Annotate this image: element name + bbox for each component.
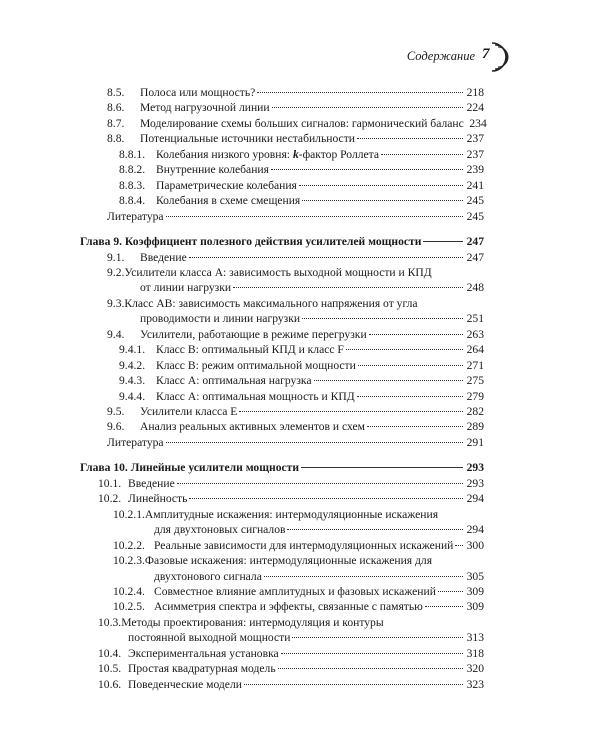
toc-page-number: 248 bbox=[466, 281, 484, 295]
toc-item-title: Усилители класса Е bbox=[140, 405, 238, 418]
toc-item-number: 9.3. bbox=[107, 296, 125, 310]
toc-leader-line bbox=[166, 216, 463, 217]
toc-leader-line bbox=[257, 92, 463, 93]
toc-item-title: Класс А: оптимальная нагрузка bbox=[156, 374, 312, 388]
toc-item-number: 8.5. bbox=[107, 86, 125, 99]
toc-item-title: Простая квадратурная модель bbox=[128, 662, 276, 676]
toc-page-number: 245 bbox=[466, 209, 484, 223]
toc-item-title: Класс В: режим оптимальной мощности bbox=[156, 358, 356, 372]
toc-item-title: Фазовые искажения: интермодуляционные искажения для bbox=[144, 554, 433, 567]
toc-page-number: 218 bbox=[466, 86, 484, 99]
toc-leader-line bbox=[314, 380, 463, 381]
toc-item-title: Амплитудные искажения: интермодуляционные искажения bbox=[144, 507, 439, 521]
toc-page-number: 247 bbox=[466, 250, 484, 264]
toc-page-number: 282 bbox=[466, 405, 484, 418]
toc-page-number: 234 bbox=[469, 116, 487, 130]
toc-item-title: Моделирование схемы больших сигналов: гармонический баланс bbox=[140, 116, 464, 130]
toc-page-number: 294 bbox=[466, 523, 484, 537]
toc-item-number: 9.6. bbox=[107, 420, 125, 434]
toc-page-number: 305 bbox=[466, 569, 484, 583]
toc-leader-line bbox=[239, 411, 463, 412]
toc-item-number: 10.3. bbox=[98, 615, 122, 629]
toc-item-number: 10.2.2. bbox=[113, 538, 145, 552]
rollett-k-symbol: k bbox=[292, 147, 299, 161]
toc-page-number: 294 bbox=[466, 492, 484, 506]
toc-leader-line bbox=[264, 576, 463, 577]
toc-page-number: 245 bbox=[466, 194, 484, 208]
toc-leader-line bbox=[381, 154, 463, 155]
toc-leader-line bbox=[369, 334, 463, 335]
running-title: Содержание bbox=[406, 49, 475, 63]
toc-leader-line bbox=[346, 349, 463, 350]
toc-item-title: Класс В: оптимальный КПД и класс F bbox=[156, 343, 344, 357]
toc-item-title: Колебания низкого уровня: k-фактор Роллета bbox=[156, 147, 380, 161]
toc-page-number: 275 bbox=[466, 374, 484, 388]
toc-page-number: 323 bbox=[466, 677, 484, 691]
toc-item-number: 8.8. bbox=[107, 132, 125, 146]
toc-item-number: 8.6. bbox=[107, 101, 125, 115]
toc-page-number: 309 bbox=[466, 600, 484, 614]
toc-leader-line bbox=[425, 606, 463, 607]
toc-item-title: Реальные зависимости для интермодуляционных искажений bbox=[154, 538, 454, 552]
toc-item-number: 10.6. bbox=[98, 677, 122, 691]
toc-page-number: 251 bbox=[466, 312, 484, 326]
toc-item-title: Поведенческие модели bbox=[128, 677, 242, 691]
toc-item-number: 8.7. bbox=[107, 116, 125, 130]
toc-item-title: Класс АВ: зависимость максимального напряжения от угла bbox=[124, 296, 418, 310]
toc-item-number: 9.4.4. bbox=[119, 389, 146, 403]
toc-item-number: 9.2. bbox=[107, 265, 125, 279]
toc-leader-line bbox=[177, 483, 463, 484]
toc-item-title: для двухтоновых сигналов bbox=[154, 523, 286, 537]
toc-leader-line bbox=[357, 396, 463, 397]
toc-leader-line bbox=[233, 287, 463, 288]
toc-item-title: Введение bbox=[128, 476, 175, 490]
toc-item-number: 10.5. bbox=[98, 662, 122, 676]
toc-page-number: 313 bbox=[466, 631, 484, 645]
toc-item-number: 10.1. bbox=[98, 476, 122, 490]
toc-leader-line bbox=[281, 653, 463, 654]
toc-item-number: 9.4.3. bbox=[119, 374, 146, 388]
toc-leader-line bbox=[438, 591, 463, 592]
toc-item-title: Литература bbox=[107, 209, 164, 223]
toc-page-number: 241 bbox=[466, 178, 484, 192]
toc-leader-line bbox=[302, 200, 463, 201]
toc-leader-line bbox=[166, 442, 463, 443]
toc-item-title: Полоса или мощность? bbox=[140, 86, 256, 99]
toc-item-number: 10.2.1. bbox=[113, 507, 145, 521]
toc-page-number: 300 bbox=[466, 538, 484, 552]
toc-leader-line bbox=[358, 365, 463, 366]
toc-leader-line bbox=[272, 107, 463, 108]
toc-leader-line bbox=[423, 241, 463, 242]
toc-item-title: Внутренние колебания bbox=[156, 163, 269, 177]
toc-chapter-title: Глава 10. Линейные усилители мощности bbox=[80, 461, 300, 475]
toc-leader-line bbox=[271, 169, 463, 170]
toc-leader-line bbox=[455, 545, 463, 546]
toc-page-number: 264 bbox=[466, 343, 484, 357]
toc-leader-line bbox=[278, 668, 463, 669]
toc-item-number: 10.2.4. bbox=[113, 584, 145, 598]
toc-page-number: 247 bbox=[466, 235, 484, 249]
toc-page-number: 320 bbox=[466, 662, 484, 676]
toc-item-number: 10.2.3. bbox=[113, 554, 145, 567]
toc-item-number: 9.1. bbox=[107, 250, 125, 264]
toc-item-title: Литература bbox=[107, 435, 164, 449]
toc-item-title: Усилители класса А: зависимость выходной мощности и КПД bbox=[124, 265, 432, 279]
toc-item-title: Метод нагрузочной линии bbox=[140, 101, 270, 115]
toc-item-title: от линии нагрузки bbox=[140, 281, 232, 295]
toc-item-title: проводимости и линии нагрузки bbox=[140, 312, 301, 326]
toc-leader-line bbox=[357, 138, 463, 139]
toc-chapter-title: Глава 9. Коэффициент полезного действия усилителей мощности bbox=[80, 235, 422, 249]
toc-page-number: 293 bbox=[466, 461, 484, 475]
toc-item-number: 8.8.1. bbox=[119, 147, 146, 161]
toc-page-number: 293 bbox=[466, 476, 484, 490]
toc-page-number: 263 bbox=[466, 327, 484, 341]
toc-leader-line bbox=[292, 637, 463, 638]
toc-item-number: 10.4. bbox=[98, 646, 122, 660]
toc-item-title: постоянной выходной мощности bbox=[128, 631, 291, 645]
toc-item-number: 9.4.1. bbox=[119, 343, 146, 357]
toc-page-number: 291 bbox=[466, 435, 484, 449]
toc-page-number: 237 bbox=[466, 132, 484, 146]
toc-item-title: Колебания в схеме смещения bbox=[156, 194, 301, 208]
toc-item-number: 9.5. bbox=[107, 405, 125, 418]
toc-item-number: 8.8.4. bbox=[119, 194, 146, 208]
toc-item-title: Анализ реальных активных элементов и схем bbox=[140, 420, 366, 434]
toc-leader-line bbox=[244, 684, 463, 685]
toc-leader-line bbox=[301, 467, 463, 468]
toc-page-number: 309 bbox=[466, 584, 484, 598]
toc-item-title: Введение bbox=[140, 250, 187, 264]
page-number: 7 bbox=[482, 46, 490, 62]
toc-item-number: 9.4. bbox=[107, 327, 125, 341]
toc-page-number: 289 bbox=[466, 420, 484, 434]
toc-page-number: 224 bbox=[466, 101, 484, 115]
toc-item-title: Методы проектирования: интермодуляция и контуры bbox=[121, 615, 384, 629]
toc-item-title: Экспериментальная установка bbox=[128, 646, 279, 660]
toc-page-number: 271 bbox=[466, 358, 484, 372]
toc-item-title: Параметрические колебания bbox=[156, 178, 297, 192]
toc-item-number: 9.4.2. bbox=[119, 358, 146, 372]
toc-item-title: Усилители, работающие в режиме перегрузки bbox=[140, 327, 367, 341]
toc-page-number: 279 bbox=[466, 389, 484, 403]
toc-item-number: 10.2. bbox=[98, 492, 122, 506]
toc-page-number: 237 bbox=[466, 147, 484, 161]
toc-item-title: Потенциальные источники нестабильности bbox=[140, 132, 355, 146]
toc-leader-line bbox=[302, 318, 463, 319]
toc-leader-line bbox=[367, 426, 463, 427]
toc-leader-line bbox=[299, 185, 463, 186]
toc-item-title: Асимметрия спектра и эффекты, связанные с памятью bbox=[154, 600, 423, 614]
toc-page-number: 318 bbox=[466, 646, 484, 660]
toc-leader-line bbox=[189, 498, 463, 499]
toc-item-title: двухтонового сигнала bbox=[154, 569, 262, 583]
toc-item-number: 10.2.5. bbox=[113, 600, 145, 614]
toc-item-number: 8.8.2. bbox=[119, 163, 146, 177]
toc-leader-line bbox=[287, 529, 463, 530]
toc-item-title: Класс А: оптимальная мощность и КПД bbox=[156, 389, 355, 403]
toc-leader-line bbox=[189, 257, 463, 258]
toc-item-number: 8.8.3. bbox=[119, 178, 146, 192]
toc-item-title: Совместное влияние амплитудных и фазовых искажений bbox=[154, 584, 436, 598]
toc-page-number: 239 bbox=[466, 163, 484, 177]
toc-item-title: Линейность bbox=[128, 492, 188, 506]
